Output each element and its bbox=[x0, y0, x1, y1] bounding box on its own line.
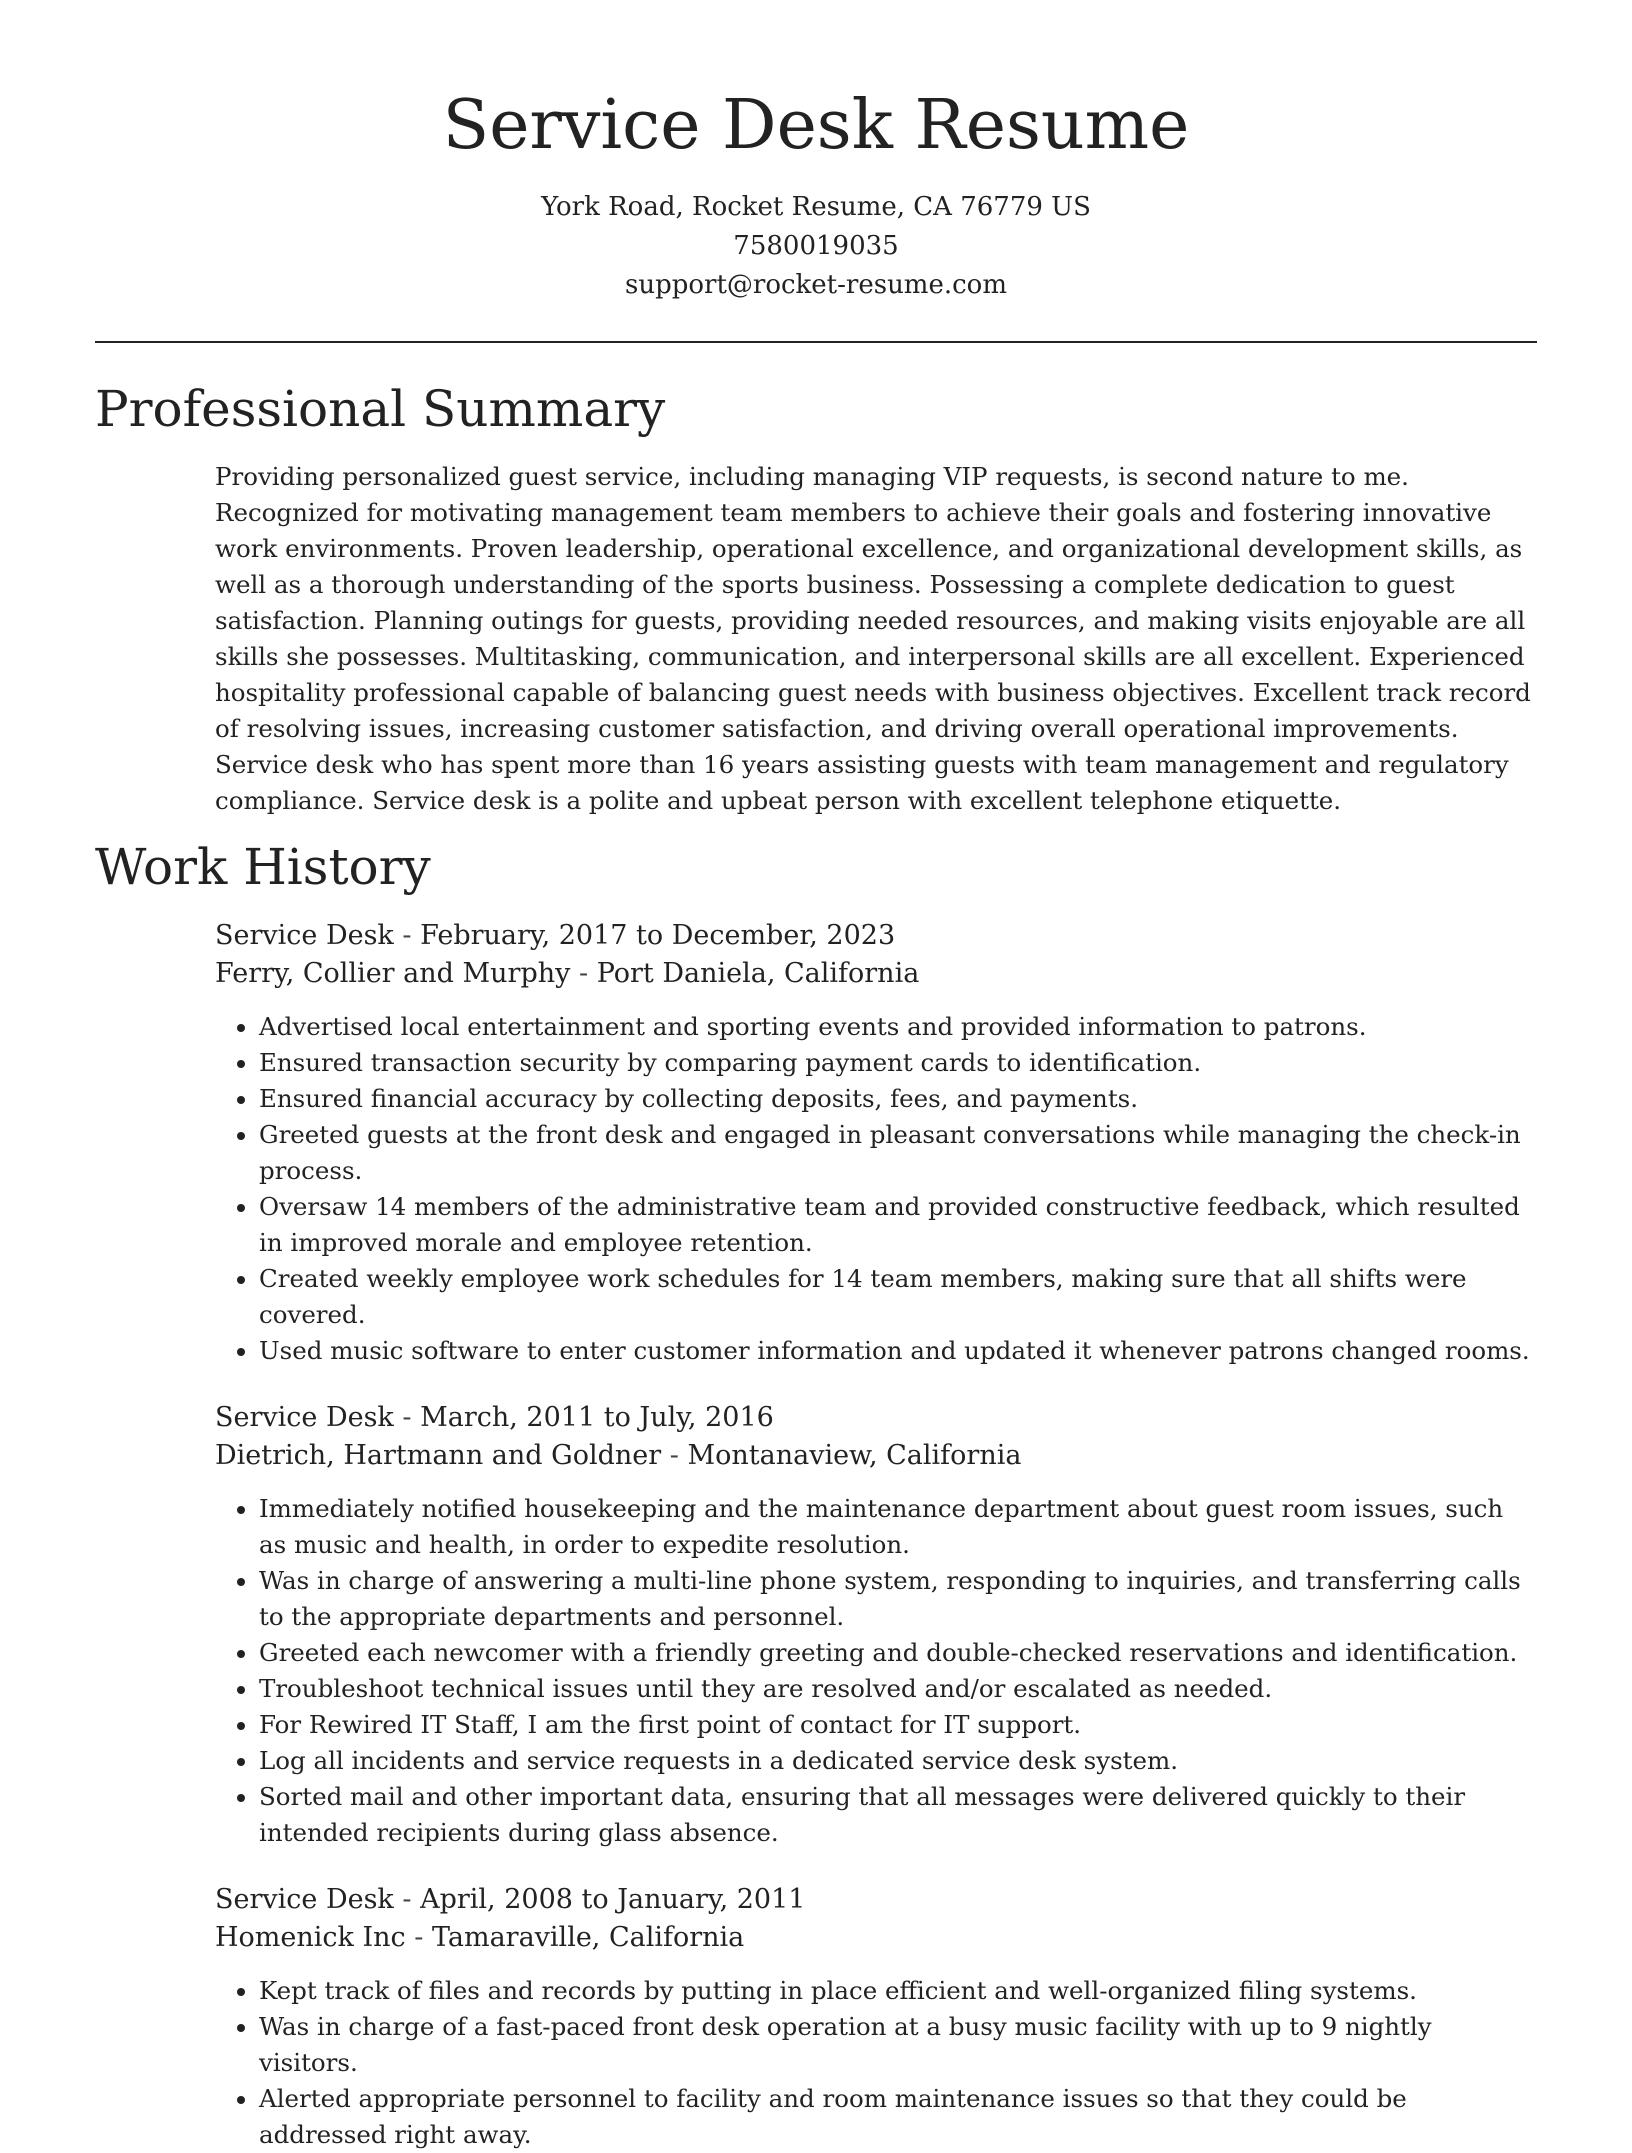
duty-item: • Created weekly employee work schedules for 14 team members, making sure that all shifts were covered. bbox=[259, 1261, 1537, 1333]
job-dates: April, 2008 to January, 2011 bbox=[420, 1884, 806, 1915]
job-company-line: Dietrich, Hartmann and Goldner - Montanaview, California bbox=[215, 1440, 1022, 1471]
job-role: Service Desk bbox=[215, 1402, 394, 1433]
duty-item: • Greeted each newcomer with a friendly greeting and double-checked reservations and identification. bbox=[259, 1635, 1537, 1671]
duty-item: • Immediately notified housekeeping and the maintenance department about guest room issues, such as music and health, in order to expedite resolution. bbox=[259, 1491, 1537, 1563]
duty-item: • Was in charge of answering a multi-line phone system, responding to inquiries, and transferring calls to the appropriate departments and personnel. bbox=[259, 1563, 1537, 1635]
work-history-heading: Work History bbox=[95, 838, 431, 896]
resume-title: Service Desk Resume bbox=[442, 86, 1190, 165]
job-title-line: Service Desk - April, 2008 to January, 2011 bbox=[215, 1884, 806, 1915]
job-dates: March, 2011 to July, 2016 bbox=[420, 1402, 774, 1433]
duty-item: • Ensured transaction security by comparing payment cards to identification. bbox=[259, 1045, 1537, 1081]
header-divider bbox=[95, 341, 1537, 343]
duty-item: • Alerted appropriate personnel to facility and room maintenance issues so that they could be addressed right away. bbox=[259, 2081, 1537, 2153]
duty-item: • Log all incidents and service requests in a dedicated service desk system. bbox=[259, 1743, 1537, 1779]
job-location: Montanaview, California bbox=[687, 1440, 1022, 1471]
resume-header bbox=[95, 0, 1537, 305]
company-name: Homenick Inc bbox=[215, 1922, 406, 1953]
duty-item: • Used music software to enter customer information and updated it whenever patrons changed rooms. bbox=[259, 1333, 1537, 1369]
job-title-line: Service Desk - March, 2011 to July, 2016 bbox=[215, 1402, 774, 1433]
company-name: Ferry, Collier and Murphy bbox=[215, 958, 571, 989]
job-entry bbox=[215, 917, 1537, 1369]
job-entry bbox=[215, 1881, 1537, 2153]
job-title-line: Service Desk - February, 2017 to December, 2023 bbox=[215, 920, 896, 951]
duty-item: • Ensured financial accuracy by collecting deposits, fees, and payments. bbox=[259, 1081, 1537, 1117]
duty-item: • Was in charge of a fast-paced front desk operation at a busy music facility with up to 9 nightly visitors. bbox=[259, 2009, 1537, 2081]
job-entry bbox=[215, 1399, 1537, 1851]
duty-item: • Sorted mail and other important data, ensuring that all messages were delivered quickly to their intended recipients during glass absence. bbox=[259, 1779, 1537, 1851]
summary-text: Providing personalized guest service, including managing VIP requests, is second nature to me. Recognized for motivating management team members to achieve their goals and fostering innovative work environments. Proven leadership, operational excellence, and organizational development skills, as well as a thorough understanding of the sports business. Possessing a complete dedication to guest satisfaction. Planning outings for guests, providing needed resources, and making visits enjoyable are all skills she possesses. Multitasking, communication, and interpersonal skills are all excellent. Experienced hospitality professional capable of balancing guest needs with business objectives. Excellent track record of resolving issues, increasing customer satisfaction, and driving overall operational improvements. Service desk who has spent more than 16 years assisting guests with team management and regulatory compliance. Service desk is a polite and upbeat person with excellent telephone etiquette. bbox=[215, 462, 1531, 815]
duty-list bbox=[215, 1009, 1537, 1369]
address: York Road, Rocket Resume, CA 76779 US bbox=[541, 192, 1091, 222]
job-dates: February, 2017 to December, 2023 bbox=[420, 920, 896, 951]
job-company-line: Ferry, Collier and Murphy - Port Daniela, California bbox=[215, 958, 920, 989]
duty-item: • For Rewired IT Staff, I am the first point of contact for IT support. bbox=[259, 1707, 1537, 1743]
duty-item: • Greeted guests at the front desk and engaged in pleasant conversations while managing the check-in process. bbox=[259, 1117, 1537, 1189]
duty-item: • Kept track of files and records by putting in place efficient and well-organized filing systems. bbox=[259, 1973, 1537, 2009]
job-location: Tamaraville, California bbox=[431, 1922, 745, 1953]
job-company-line: Homenick Inc - Tamaraville, California bbox=[215, 1922, 745, 1953]
job-role: Service Desk bbox=[215, 920, 394, 951]
phone-number: 7580019035 bbox=[733, 231, 899, 261]
duty-item: • Troubleshoot technical issues until they are resolved and/or escalated as needed. bbox=[259, 1671, 1537, 1707]
contact-block bbox=[95, 188, 1537, 305]
duty-item: • Advertised local entertainment and sporting events and provided information to patrons. bbox=[259, 1009, 1537, 1045]
job-role: Service Desk bbox=[215, 1884, 394, 1915]
duty-list bbox=[215, 1973, 1537, 2153]
job-location: Port Daniela, California bbox=[596, 958, 920, 989]
duty-item: • Oversaw 14 members of the administrative team and provided constructive feedback, which resulted in improved morale and employee retention. bbox=[259, 1189, 1537, 1261]
job-list bbox=[95, 917, 1537, 2153]
duty-list bbox=[215, 1491, 1537, 1851]
email-address: support@rocket-resume.com bbox=[624, 270, 1007, 300]
company-name: Dietrich, Hartmann and Goldner bbox=[215, 1440, 662, 1471]
summary-heading: Professional Summary bbox=[95, 380, 666, 438]
